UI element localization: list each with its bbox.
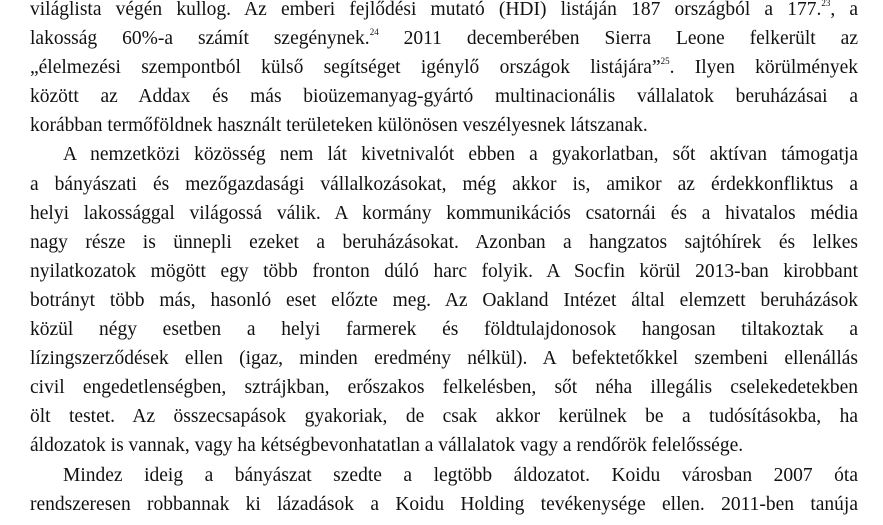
text-run: lízingszerződések ellen (igaz, minden eredmény nélkül). A befektetőkkel szembeni ellenállás — [30, 348, 858, 370]
text-run: A nemzetközi közösség nem lát kivetnivalót ebben a gyakorlatban, sőt aktívan támogatja — [63, 144, 858, 166]
text-line — [30, 286, 858, 315]
text-run: közül négy esetben a helyi farmerek és földtulajdonosok hangosan tiltakoztak a — [30, 319, 858, 341]
text-run: áldozatok is vannak, vagy ha kétségbevonhatatlan a vállalatok vagy a rendőrök felelőssége. — [30, 435, 744, 457]
text-line — [30, 402, 858, 431]
body-text — [30, 0, 858, 519]
text-line — [30, 53, 858, 82]
text-run: „élelmezési szempontból külső segítséget igénylő országok listájára” — [30, 57, 661, 79]
text-line — [30, 228, 858, 257]
text-line — [30, 82, 858, 111]
text-line — [30, 315, 858, 344]
footnote-ref: 25 — [660, 56, 670, 67]
text-run: korábban termőföldnek használt területeken különösen veszélyesnek látszanak. — [30, 115, 648, 137]
footnote-ref: 23 — [821, 0, 831, 8]
text-run: ölt testet. Az összecsapások gyakoriak, de csak akkor kerülnek be a tudósításokba, ha — [30, 406, 858, 428]
text-line — [30, 461, 858, 490]
text-run: botrányt több más, hasonló eset előzte meg. Az Oakland Intézet által elemzett beruházások — [30, 289, 858, 311]
text-run: helyi lakossággal világossá válik. A kormány kommunikációs csatornái és a hivatalos média — [30, 202, 858, 224]
text-run: lakosság 60%-a számít szegénynek. — [30, 28, 370, 50]
text-run: a bányászati és mezőgazdasági vállalkozásokat, még akkor is, amikor az érdekkonfliktus a — [30, 173, 858, 195]
text-run: civil engedetlenségben, sztrájkban, erőszakos felkelésben, sőt néha illegális cselekedetekben — [30, 377, 858, 399]
text-run: , a — [830, 0, 858, 20]
text-line — [30, 111, 858, 140]
text-line — [30, 373, 858, 402]
text-line — [30, 0, 858, 24]
text-run: között az Addax és más bioüzemanyag-gyártó multinacionális vállalatok beruházásai a — [30, 86, 858, 108]
text-line — [30, 170, 858, 199]
text-run: nyilatkozatok mögött egy több fronton dúló harc folyik. A Socfin körül 2013-ban kirobbant — [30, 260, 858, 282]
text-line — [30, 140, 858, 169]
text-line — [30, 490, 858, 519]
text-run: világlista végén kullog. Az emberi fejlődési mutató (HDI) listáján 187 országból a 177. — [30, 0, 822, 20]
text-run: nagy része is ünnepli ezeket a beruházásokat. Azonban a hangzatos sajtóhírek és lelkes — [30, 231, 858, 253]
text-run: 2011 decemberében Sierra Leone felkerült az — [378, 28, 858, 50]
text-line — [30, 344, 858, 373]
footnote-ref: 24 — [369, 27, 379, 38]
text-run: Mindez ideig a bányászat szedte a legtöbb áldozatot. Koidu városban 2007 óta — [63, 464, 858, 486]
text-line — [30, 431, 858, 460]
text-line — [30, 257, 858, 286]
text-run: . Ilyen körülmények — [669, 57, 858, 79]
text-line — [30, 199, 858, 228]
text-line — [30, 24, 858, 53]
text-run: rendszeresen robbannak ki lázadások a Koidu Holding tevékenysége ellen. 2011-ben tanúja — [30, 493, 858, 515]
